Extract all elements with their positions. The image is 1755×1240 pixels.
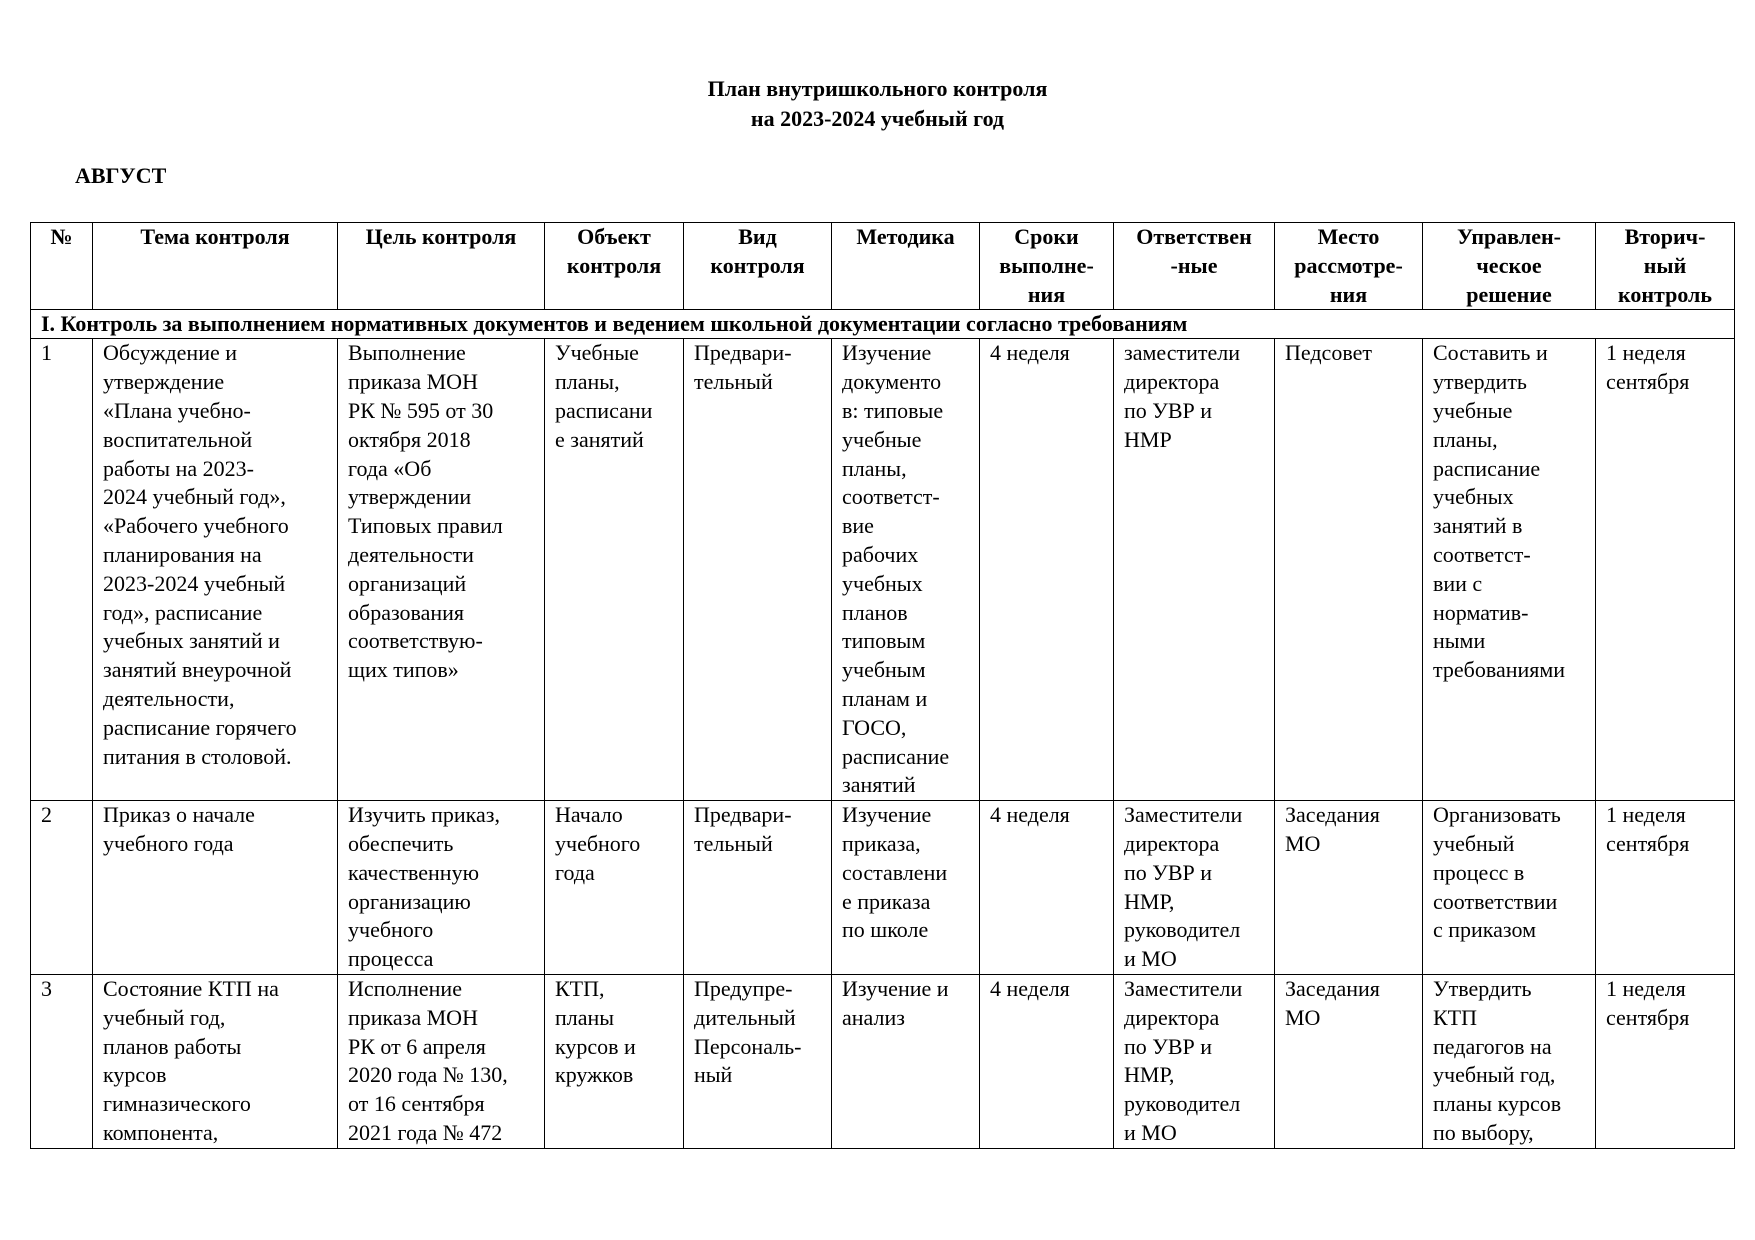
cell-text-line: Исполнение <box>348 975 462 1001</box>
cell-col-type <box>684 801 832 975</box>
cell-text-line: Состояние КТП на <box>103 975 279 1001</box>
header-col-secondary-control <box>1596 223 1735 310</box>
header-col-goal <box>338 223 545 310</box>
cell-text-line: Организовать <box>1433 802 1561 828</box>
cell-text-line: Типовых правил <box>348 513 503 539</box>
cell-text-line: учебные <box>842 426 922 452</box>
cell-text-line: заместители <box>1124 340 1240 366</box>
cell-col-decision <box>1423 801 1596 975</box>
cell-col-deadline <box>980 801 1114 975</box>
cell-text-line: щих типов» <box>348 657 459 683</box>
cell-col-decision <box>1423 974 1596 1148</box>
header-text-line: Тема контроля <box>140 224 290 249</box>
cell-text-line: соответствии <box>1433 888 1558 914</box>
cell-text-line: учебного <box>555 830 641 856</box>
cell-text-line: Учебные <box>555 340 639 366</box>
header-text-line: ный <box>1643 252 1687 278</box>
cell-text-line: занятий <box>842 772 916 798</box>
cell-col-decision <box>1423 339 1596 801</box>
cell-text-line: «Плана учебно- <box>103 397 251 423</box>
cell-text-line: вие <box>842 513 874 539</box>
cell-col-goal <box>338 974 545 1148</box>
header-text-line: ния <box>1027 281 1066 307</box>
cell-col-review-place <box>1275 801 1423 975</box>
header-text-line: Вид <box>738 224 777 249</box>
cell-text-line: дительный <box>694 1004 796 1030</box>
document-title <box>0 74 1755 134</box>
cell-text-line: Изучение <box>842 340 932 366</box>
cell-text-line: по выбору, <box>1433 1119 1534 1145</box>
cell-text-line: курсов <box>103 1062 167 1088</box>
cell-text-line: сентября <box>1606 1004 1690 1030</box>
cell-text-line: год», расписание <box>103 599 263 625</box>
cell-text-line: учебных <box>1433 484 1514 510</box>
cell-text-line: КТП, <box>555 975 605 1001</box>
cell-col-method <box>832 801 980 975</box>
header-col-method <box>832 223 980 310</box>
cell-text-line: планы курсов <box>1433 1091 1562 1117</box>
cell-text-line: руководител <box>1124 1091 1241 1117</box>
cell-col-object <box>545 974 684 1148</box>
cell-text-line: и МО <box>1124 946 1177 972</box>
cell-text-line: расписание <box>1433 455 1541 481</box>
cell-text-line: вии с <box>1433 570 1483 596</box>
header-text-line: контроля <box>566 252 662 278</box>
cell-text-line: в: типовые <box>842 397 944 423</box>
cell-text-line: учебный год, <box>103 1004 226 1030</box>
cell-col-number <box>31 801 93 975</box>
cell-text-line: е приказа <box>842 888 931 914</box>
cell-text-line: 1 неделя <box>1606 802 1686 828</box>
cell-text-line: занятий в <box>1433 513 1523 539</box>
cell-text-line: документо <box>842 369 942 395</box>
cell-text-line: планов <box>842 599 908 625</box>
cell-text-line: Персональ- <box>694 1033 802 1059</box>
header-text-line: -ные <box>1170 252 1218 278</box>
cell-text-line: октября 2018 <box>348 426 471 452</box>
cell-text-line: ГОСО, <box>842 714 907 740</box>
cell-text-line: гимназического <box>103 1091 251 1117</box>
cell-text-line: типовым <box>842 628 926 654</box>
header-text-line: Сроки <box>1014 224 1079 249</box>
cell-text-line: ный <box>694 1062 733 1088</box>
header-text-line: Вторич- <box>1624 224 1706 249</box>
cell-text-line: 3 <box>41 975 52 1001</box>
cell-text-line: Приказ о начале <box>103 802 255 828</box>
cell-text-line: планирования на <box>103 541 262 567</box>
cell-text-line: процесса <box>348 946 434 972</box>
cell-text-line: директора <box>1124 1004 1220 1030</box>
cell-text-line: Педсовет <box>1285 340 1372 366</box>
cell-text-line: питания в столовой. <box>103 743 292 769</box>
cell-text-line: учебных <box>842 570 923 596</box>
cell-text-line: 4 неделя <box>990 975 1070 1001</box>
cell-text-line: расписание <box>842 743 950 769</box>
cell-text-line: 2020 года № 130, <box>348 1062 508 1088</box>
cell-col-method <box>832 974 980 1148</box>
title-line-2: на 2023-2024 учебный год <box>750 106 1005 131</box>
cell-text-line: учебный год, <box>1433 1062 1556 1088</box>
header-text-line: рассмотре- <box>1294 252 1403 278</box>
header-text-line: Объект <box>577 224 651 249</box>
cell-text-line: года «Об <box>348 455 432 481</box>
cell-text-line: МО <box>1285 830 1321 856</box>
cell-text-line: качественную <box>348 859 480 885</box>
cell-col-method <box>832 339 980 801</box>
cell-col-secondary-control <box>1596 339 1735 801</box>
cell-text-line: 1 неделя <box>1606 340 1686 366</box>
cell-col-secondary-control <box>1596 801 1735 975</box>
header-col-number <box>31 223 93 310</box>
cell-text-line: сентября <box>1606 369 1690 395</box>
cell-text-line: образования <box>348 599 465 625</box>
cell-text-line: директора <box>1124 830 1220 856</box>
cell-text-line: НМР <box>1124 426 1172 452</box>
header-text-line: выполне- <box>999 252 1094 278</box>
cell-text-line: планы, <box>1433 426 1498 452</box>
header-text-line: ния <box>1329 281 1368 307</box>
cell-text-line: ными <box>1433 628 1486 654</box>
cell-text-line: 4 неделя <box>990 340 1070 366</box>
title-line-1: План внутришкольного контроля <box>707 76 1048 101</box>
cell-text-line: тельный <box>694 830 773 856</box>
cell-text-line: норматив- <box>1433 599 1529 625</box>
cell-text-line: рабочих <box>842 541 919 567</box>
header-row <box>31 223 1735 310</box>
cell-text-line: 1 <box>41 340 52 366</box>
cell-text-line: утверждение <box>103 369 225 395</box>
cell-text-line: 1 неделя <box>1606 975 1686 1001</box>
section-title: I. Контроль за выполнением нормативных документов и ведением школьной документации согласно требованиям <box>31 310 1735 339</box>
cell-text-line: РК № 595 от 30 <box>348 397 494 423</box>
cell-text-line: соответст- <box>1433 541 1531 567</box>
header-col-topic <box>93 223 338 310</box>
cell-text-line: составлени <box>842 859 948 885</box>
cell-text-line: Заместители <box>1124 802 1243 828</box>
table-row <box>31 974 1735 1148</box>
cell-text-line: Выполнение <box>348 340 466 366</box>
cell-text-line: 2021 года № 472 <box>348 1119 503 1145</box>
cell-text-line: 2 <box>41 802 52 828</box>
cell-text-line: утвердить <box>1433 369 1527 395</box>
cell-text-line: Утвердить <box>1433 975 1532 1001</box>
header-col-review-place <box>1275 223 1423 310</box>
cell-text-line: процесс в <box>1433 859 1525 885</box>
cell-text-line: учебных занятий и <box>103 628 280 654</box>
cell-text-line: Изучение и <box>842 975 949 1001</box>
cell-text-line: работы на 2023- <box>103 455 254 481</box>
cell-text-line: РК от 6 апреля <box>348 1033 486 1059</box>
cell-col-object <box>545 339 684 801</box>
cell-text-line: от 16 сентября <box>348 1091 485 1117</box>
cell-col-deadline <box>980 339 1114 801</box>
cell-text-line: МО <box>1285 1004 1321 1030</box>
cell-text-line: Предупре- <box>694 975 793 1001</box>
cell-text-line: Предвари- <box>694 340 792 366</box>
cell-text-line: сентября <box>1606 830 1690 856</box>
cell-text-line: деятельности, <box>103 685 235 711</box>
header-text-line: контроля <box>710 252 805 278</box>
header-col-decision <box>1423 223 1596 310</box>
header-text-line: № <box>50 224 73 249</box>
cell-text-line: Заместители <box>1124 975 1243 1001</box>
cell-col-secondary-control <box>1596 974 1735 1148</box>
cell-text-line: по УВР и <box>1124 1033 1213 1059</box>
cell-text-line: приказа МОН <box>348 369 478 395</box>
control-plan-table <box>30 222 1735 1149</box>
cell-col-responsible <box>1114 974 1275 1148</box>
table-row <box>31 801 1735 975</box>
cell-text-line: планы <box>555 1004 615 1030</box>
cell-text-line: по школе <box>842 917 929 943</box>
cell-text-line: курсов и <box>555 1033 636 1059</box>
cell-text-line: е занятий <box>555 426 644 452</box>
cell-text-line: Составить и <box>1433 340 1548 366</box>
cell-text-line: Заседания <box>1285 975 1380 1001</box>
cell-text-line: обеспечить <box>348 830 454 856</box>
cell-text-line: 2023-2024 учебный <box>103 570 286 596</box>
cell-col-review-place <box>1275 974 1423 1148</box>
cell-text-line: НМР, <box>1124 1062 1175 1088</box>
header-text-line: Место <box>1317 224 1380 249</box>
cell-text-line: учебным <box>842 657 926 683</box>
cell-text-line: Изучить приказ, <box>348 802 500 828</box>
month-heading: АВГУСТ <box>75 163 167 188</box>
cell-text-line: приказа, <box>842 830 921 856</box>
cell-text-line: года <box>555 859 595 885</box>
cell-col-type <box>684 974 832 1148</box>
cell-col-number <box>31 974 93 1148</box>
cell-text-line: по УВР и <box>1124 859 1213 885</box>
cell-text-line: 4 неделя <box>990 802 1070 828</box>
header-text-line: контроль <box>1617 281 1713 307</box>
cell-text-line: «Рабочего учебного <box>103 513 289 539</box>
cell-col-topic <box>93 974 338 1148</box>
header-text-line: Методика <box>856 224 955 249</box>
header-text-line: ческое <box>1476 252 1542 278</box>
cell-text-line: учебный <box>1433 830 1515 856</box>
cell-col-goal <box>338 339 545 801</box>
cell-text-line: планы, <box>842 455 907 481</box>
cell-col-goal <box>338 801 545 975</box>
cell-text-line: компонента, <box>103 1119 219 1145</box>
cell-text-line: Заседания <box>1285 802 1380 828</box>
cell-text-line: планов работы <box>103 1033 242 1059</box>
cell-text-line: по УВР и <box>1124 397 1213 423</box>
cell-text-line: организаций <box>348 570 467 596</box>
cell-text-line: соответствую- <box>348 628 483 654</box>
cell-text-line: учебного <box>348 917 434 943</box>
cell-col-deadline <box>980 974 1114 1148</box>
cell-col-object <box>545 801 684 975</box>
table-row <box>31 339 1735 801</box>
cell-text-line: руководител <box>1124 917 1241 943</box>
cell-text-line: тельный <box>694 369 773 395</box>
cell-text-line: кружков <box>555 1062 634 1088</box>
cell-text-line: учебного года <box>103 830 234 856</box>
cell-text-line: утверждении <box>348 484 472 510</box>
cell-text-line: соответст- <box>842 484 940 510</box>
cell-text-line: с приказом <box>1433 917 1536 943</box>
cell-text-line: занятий внеурочной <box>103 657 292 683</box>
cell-text-line: Обсуждение и <box>103 340 238 366</box>
header-text-line: Цель контроля <box>365 224 517 249</box>
cell-col-review-place <box>1275 339 1423 801</box>
header-text-line: решение <box>1466 281 1552 307</box>
header-col-responsible <box>1114 223 1275 310</box>
cell-col-responsible <box>1114 801 1275 975</box>
cell-text-line: организацию <box>348 888 471 914</box>
cell-text-line: и МО <box>1124 1119 1177 1145</box>
cell-col-topic <box>93 801 338 975</box>
header-text-line: Ответствен <box>1136 224 1252 249</box>
cell-text-line: педагогов на <box>1433 1033 1552 1059</box>
cell-text-line: 2024 учебный год», <box>103 484 286 510</box>
cell-text-line: НМР, <box>1124 888 1175 914</box>
cell-text-line: расписание горячего <box>103 714 297 740</box>
cell-text-line: Изучение <box>842 802 932 828</box>
cell-text-line: анализ <box>842 1004 905 1030</box>
cell-text-line: требованиями <box>1433 657 1566 683</box>
cell-col-number <box>31 339 93 801</box>
cell-text-line: расписани <box>555 397 653 423</box>
cell-text-line: воспитательной <box>103 426 253 452</box>
cell-text-line: Предвари- <box>694 802 792 828</box>
cell-col-topic <box>93 339 338 801</box>
header-text-line: Управлен- <box>1457 224 1561 249</box>
cell-text-line: КТП <box>1433 1004 1477 1030</box>
header-col-type <box>684 223 832 310</box>
section-row <box>31 310 1735 339</box>
cell-text-line: деятельности <box>348 541 474 567</box>
cell-text-line: планы, <box>555 369 620 395</box>
cell-text-line: директора <box>1124 369 1220 395</box>
cell-col-responsible <box>1114 339 1275 801</box>
cell-text-line: приказа МОН <box>348 1004 478 1030</box>
cell-text-line: учебные <box>1433 397 1513 423</box>
cell-text-line: планам и <box>842 685 928 711</box>
cell-text-line: Начало <box>555 802 623 828</box>
cell-col-type <box>684 339 832 801</box>
header-col-object <box>545 223 684 310</box>
header-col-deadline <box>980 223 1114 310</box>
